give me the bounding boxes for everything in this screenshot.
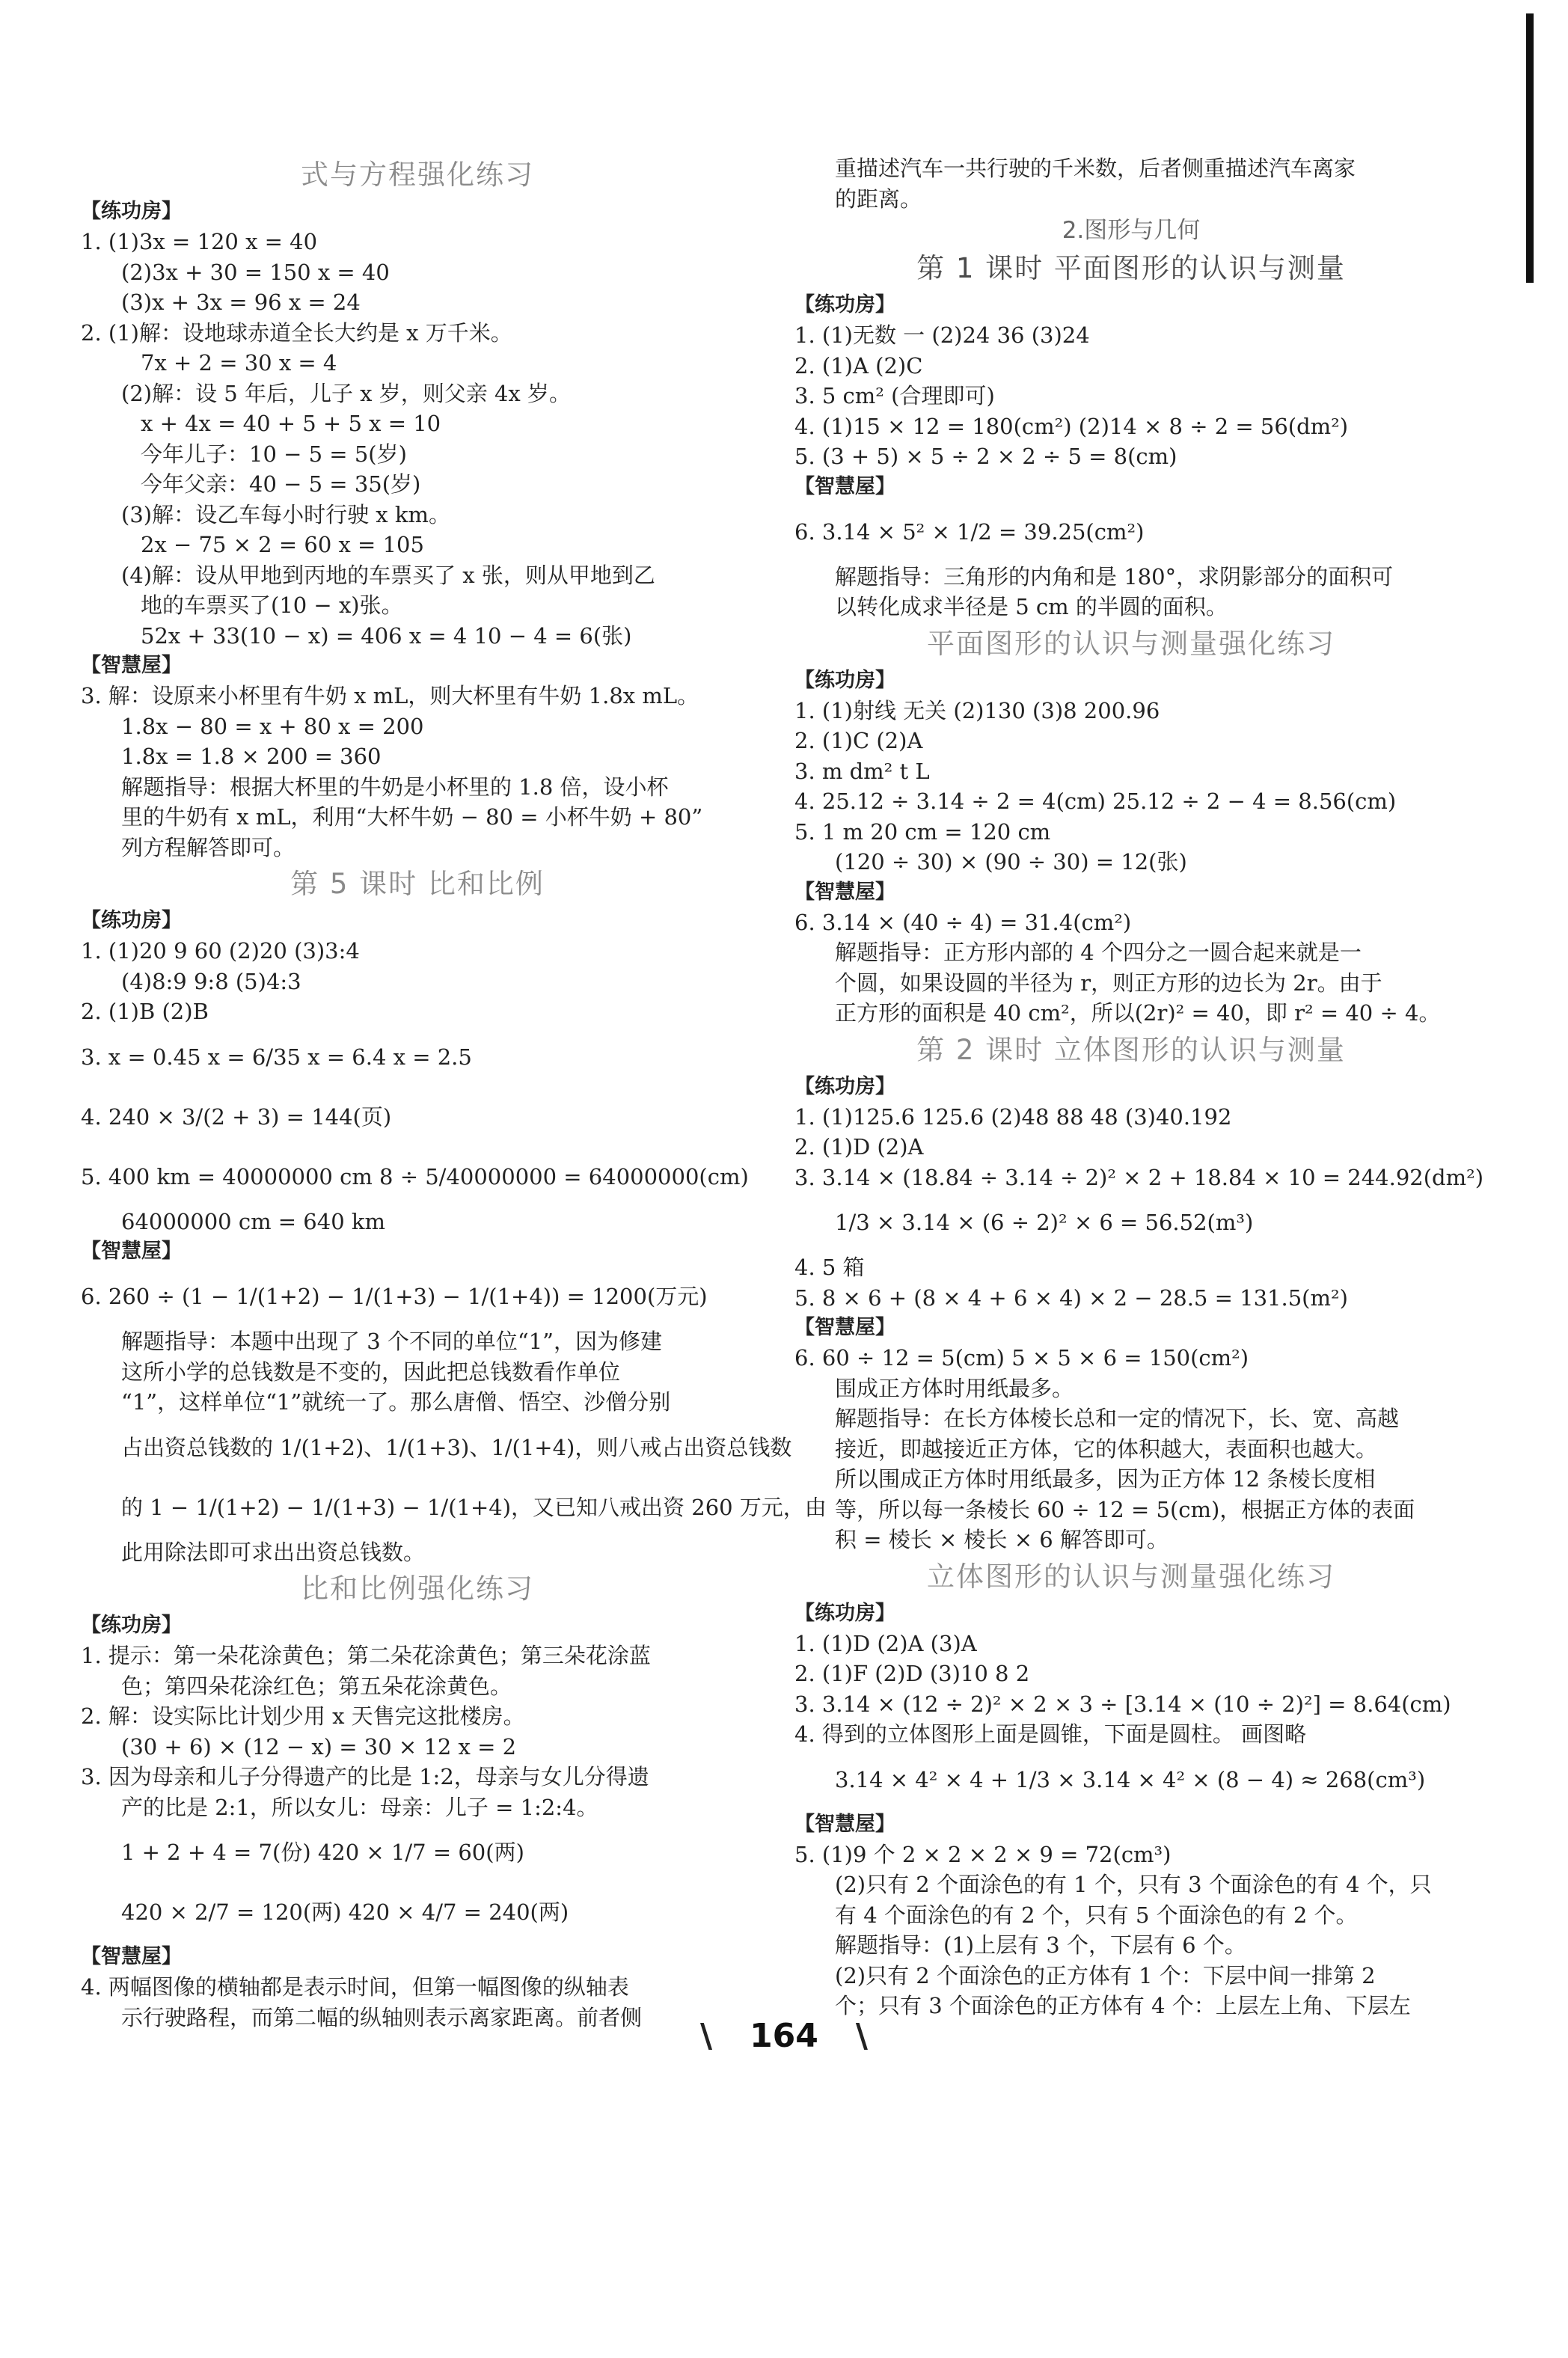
answer-line: x + 4x = 40 + 5 + 5 x = 10 xyxy=(141,411,441,436)
answer-line: 5. (1)9 个 2 × 2 × 2 × 9 = 72(cm³) xyxy=(794,1841,1172,1867)
answer-line: 6. 60 ÷ 12 = 5(cm) 5 × 5 × 6 = 150(cm²) xyxy=(794,1345,1249,1371)
section-label: 【智慧屋】 xyxy=(794,1316,895,1339)
answer-line: 解题指导：在长方体棱长总和一定的情况下，长、宽、高越 xyxy=(835,1406,1400,1431)
answer-line: 3.14 × 4² × 4 + 1/3 × 3.14 × 4² × (8 − 4) ≈ 268(cm³) xyxy=(835,1766,1426,1792)
answer-line: 2. (1)B (2)B xyxy=(81,999,209,1024)
answer-line: 2. 解：设实际比计划少用 x 天售完这批楼房。 xyxy=(81,1703,525,1729)
section-label: 【智慧屋】 xyxy=(81,1240,182,1263)
answer-line: 3. 3.14 × (12 ÷ 2)² × 2 × 3 ÷ [3.14 × (10 ÷ 2)²] = 8.64(cm) xyxy=(794,1691,1451,1717)
answer-line: 1 + 2 + 4 = 7(份) 420 × 1/7 = 60(两) xyxy=(121,1840,524,1865)
right-column xyxy=(794,153,1484,2021)
answer-line: 3. 解：设原来小杯里有牛奶 x mL，则大杯里有牛奶 1.8x mL。 xyxy=(81,683,699,708)
answer-line: 占出资总钱数的 1/(1+2)、1/(1+3)、1/(1+4)，则八戒占出资总钱数 xyxy=(121,1434,792,1460)
answer-line: 4. 得到的立体图形上面是圆锥，下面是圆柱。 画图略 xyxy=(794,1721,1307,1747)
answer-line: 6. 3.14 × 5² × 1/2 = 39.25(cm²) xyxy=(794,518,1145,545)
answer-line: 产的比是 2:1，所以女儿：母亲：儿子 = 1:2:4。 xyxy=(121,1794,598,1820)
section-label: 【练功房】 xyxy=(81,1614,182,1637)
page-number-footer xyxy=(0,2017,1568,2055)
section-label: 【练功房】 xyxy=(794,293,895,316)
lesson-title: 第 1 课时 平面图形的认识与测量 xyxy=(916,252,1346,284)
answer-line: 这所小学的总钱数是不变的，因此把总钱数看作单位 xyxy=(121,1359,621,1385)
answer-line: 1. (1)无数 一 (2)24 36 (3)24 xyxy=(794,322,1090,348)
answer-line: 等，所以每一条棱长 60 ÷ 12 = 5(cm)，根据正方体的表面 xyxy=(835,1496,1415,1522)
answer-line: 2. (1)C (2)A xyxy=(794,728,923,753)
section-title: 第 2 课时 立体图形的认识与测量 xyxy=(916,1033,1346,1066)
answer-line: 4. (1)15 × 12 = 180(cm²) (2)14 × 8 ÷ 2 = 56(dm²) xyxy=(794,413,1349,439)
answer-line: 3. 5 cm² (合理即可) xyxy=(794,383,995,408)
answer-line: 2. (1)D (2)A xyxy=(794,1134,924,1160)
answer-line: 64000000 cm = 640 km xyxy=(121,1208,385,1234)
answer-line: 列方程解答即可。 xyxy=(121,834,295,860)
answer-line: 重描述汽车一共行驶的千米数，后者侧重描述汽车离家 xyxy=(835,156,1356,181)
answer-line: 4. 25.12 ÷ 3.14 ÷ 2 = 4(cm) 25.12 ÷ 2 − 4 = 8.56(cm) xyxy=(794,788,1397,814)
answer-line: (3)解：设乙车每小时行驶 x km。 xyxy=(121,501,450,527)
answer-line: 3. 3.14 × (18.84 ÷ 3.14 ÷ 2)² × 2 + 18.84 × 10 = 244.92(dm²) xyxy=(794,1164,1484,1190)
answer-line: 52x + 33(10 − x) = 406 x = 4 10 − 4 = 6(张) xyxy=(141,622,632,649)
answer-line: 420 × 2/7 = 120(两) 420 × 4/7 = 240(两) xyxy=(121,1899,569,1925)
section-label: 【练功房】 xyxy=(794,668,895,692)
answer-line: 2. (1)解：设地球赤道全长大约是 x 万千米。 xyxy=(81,319,512,346)
answer-line: “1”，这样单位“1”就统一了。那么唐僧、悟空、沙僧分别 xyxy=(121,1389,671,1415)
answer-line: 积 = 棱长 × 棱长 × 6 解答即可。 xyxy=(835,1527,1169,1552)
section-title: 立体图形的认识与测量强化练习 xyxy=(927,1560,1335,1593)
answer-line: 3. x = 0.45 x = 6/35 x = 6.4 x = 2.5 xyxy=(81,1044,472,1070)
answer-line: 1. 提示：第一朵花涂黄色；第二朵花涂黄色；第三朵花涂蓝 xyxy=(81,1643,651,1668)
page-number-left-mark: \ xyxy=(699,2017,713,2055)
answer-line: 今年父亲：40 − 5 = 35(岁) xyxy=(141,471,421,497)
answer-line: 2. (1)F (2)D (3)10 8 2 xyxy=(794,1661,1030,1686)
section-title: 第 5 课时 比和比例 xyxy=(290,868,545,900)
section-label: 【智慧屋】 xyxy=(794,880,895,904)
answer-line: 正方形的面积是 40 cm²，所以(2r)² = 40，即 r² = 40 ÷ 4。 xyxy=(835,1000,1441,1026)
answer-line: (4)8:9 9:8 (5)4:3 xyxy=(121,968,301,994)
answer-line: (3)x + 3x = 96 x = 24 xyxy=(121,290,361,315)
answer-line: 5. 8 × 6 + (8 × 4 + 6 × 4) × 2 − 28.5 = 131.5(m²) xyxy=(794,1284,1348,1311)
section-label: 【智慧屋】 xyxy=(81,1945,182,1968)
answer-line: 4. 两幅图像的横轴都是表示时间，但第一幅图像的纵轴表 xyxy=(81,1974,629,2000)
chapter-subtitle: 2.图形与几何 xyxy=(1062,217,1201,244)
answer-line: 个圆，如果设圆的半径为 r，则正方形的边长为 2r。由于 xyxy=(835,970,1382,996)
answer-line: 解题指导：根据大杯里的牛奶是小杯里的 1.8 倍，设小杯 xyxy=(121,774,669,800)
answer-line: 6. 260 ÷ (1 − 1/(1+2) − 1/(1+3) − 1/(1+4)) = 1200(万元) xyxy=(81,1284,708,1309)
answer-line: 解题指导：正方形内部的 4 个四分之一圆合起来就是一 xyxy=(835,940,1362,965)
section-label: 【练功房】 xyxy=(794,1074,895,1098)
answer-line: (2)只有 2 个面涂色的有 1 个，只有 3 个面涂色的有 4 个，只 xyxy=(835,1872,1432,1897)
answer-line: (2)解：设 5 年后，儿子 x 岁，则父亲 4x 岁。 xyxy=(121,380,572,406)
answer-line: 今年儿子：10 − 5 = 5(岁) xyxy=(141,441,407,467)
answer-line: 1. (1)3x = 120 x = 40 xyxy=(81,229,318,254)
answer-line: 2. (1)A (2)C xyxy=(794,352,923,379)
section-label: 【智慧屋】 xyxy=(794,474,895,498)
section-title: 式与方程强化练习 xyxy=(301,159,534,191)
answer-line: 接近，即越接近正方体，它的体积越大，表面积也越大。 xyxy=(835,1436,1378,1462)
section-label: 【练功房】 xyxy=(81,200,182,223)
answer-line: 6. 3.14 × (40 ÷ 4) = 31.4(cm²) xyxy=(794,909,1132,935)
section-title: 平面图形的认识与测量强化练习 xyxy=(927,627,1335,660)
answer-line: 5. (3 + 5) × 5 ÷ 2 × 2 ÷ 5 = 8(cm) xyxy=(794,444,1177,469)
page-number-right-mark: \ xyxy=(855,2017,868,2055)
answer-line: 1. (1)射线 无关 (2)130 (3)8 200.96 xyxy=(794,697,1160,723)
answer-line: (2)只有 2 个面涂色的正方体有 1 个：下层中间一排第 2 xyxy=(835,1962,1376,1988)
answer-line: (4)解：设从甲地到丙地的车票买了 x 张，则从甲地到乙 xyxy=(121,562,655,588)
answer-line: 2x − 75 × 2 = 60 x = 105 xyxy=(141,532,424,557)
answer-line: 1. (1)D (2)A (3)A xyxy=(794,1630,977,1656)
answer-line: 1.8x = 1.8 × 200 = 360 xyxy=(121,744,382,769)
answer-line: 4. 240 × 3/(2 + 3) = 144(页) xyxy=(81,1103,392,1130)
answer-line: 1. (1)20 9 60 (2)20 (3)3:4 xyxy=(81,938,360,964)
section-label: 【练功房】 xyxy=(81,909,182,932)
answer-line: 色；第四朵花涂红色；第五朵花涂黄色。 xyxy=(121,1673,512,1699)
answer-line: 个；只有 3 个面涂色的正方体有 4 个：上层左上角、下层左 xyxy=(835,1993,1411,2018)
answer-line: (30 + 6) × (12 − x) = 30 × 12 x = 2 xyxy=(121,1733,517,1760)
left-column xyxy=(81,153,827,2033)
answer-line: 1/3 × 3.14 × (6 ÷ 2)² × 6 = 56.52(m³) xyxy=(835,1210,1254,1235)
answer-line: 里的牛奶有 x mL，利用“大杯牛奶 − 80 = 小杯牛奶 + 80” xyxy=(121,804,703,830)
section-title: 比和比例强化练习 xyxy=(301,1572,534,1605)
page-edge-bar xyxy=(1526,13,1534,283)
answer-line: 示行驶路程，而第二幅的纵轴则表示离家距离。前者侧 xyxy=(121,2004,643,2030)
answer-line: 的 1 − 1/(1+2) − 1/(1+3) − 1/(1+4)，又已知八戒出资 260 万元，由 xyxy=(121,1494,827,1520)
answer-line: 3. 因为母亲和儿子分得遗产的比是 1:2，母亲与女儿分得遗 xyxy=(81,1764,649,1789)
answer-line: 解题指导：(1)上层有 3 个，下层有 6 个。 xyxy=(835,1932,1246,1958)
answer-line: 有 4 个面涂色的有 2 个，只有 5 个面涂色的有 2 个。 xyxy=(835,1902,1358,1928)
answer-line: 5. 400 km = 40000000 cm 8 ÷ 5/40000000 = 64000000(cm) xyxy=(81,1163,749,1189)
answer-line: 的距离。 xyxy=(835,186,922,212)
answer-line: 地的车票买了(10 − x)张。 xyxy=(141,592,403,618)
answer-line: 以转化成求半径是 5 cm 的半圆的面积。 xyxy=(835,594,1228,619)
answer-line: 4. 5 箱 xyxy=(794,1255,865,1280)
answer-line: 1.8x − 80 = x + 80 x = 200 xyxy=(121,713,424,739)
section-label: 【练功房】 xyxy=(794,1601,895,1625)
answer-line: 7x + 2 = 30 x = 4 xyxy=(141,350,337,376)
answer-line: 1. (1)125.6 125.6 (2)48 88 48 (3)40.192 xyxy=(794,1103,1232,1130)
answer-line: 围成正方体时用纸最多。 xyxy=(835,1375,1074,1401)
section-label: 【智慧屋】 xyxy=(81,654,182,677)
answer-line: (120 ÷ 30) × (90 ÷ 30) = 12(张) xyxy=(835,849,1187,875)
answer-line: (2)3x + 30 = 150 x = 40 xyxy=(121,259,390,285)
answer-line: 5. 1 m 20 cm = 120 cm xyxy=(794,818,1051,845)
answer-line: 所以围成正方体时用纸最多，因为正方体 12 条棱长度相 xyxy=(835,1466,1376,1492)
answer-line: 3. m dm² t L xyxy=(794,758,930,784)
answer-line: 解题指导：本题中出现了 3 个不同的单位“1”，因为修建 xyxy=(121,1329,662,1354)
page-number: 164 xyxy=(750,2017,818,2055)
answer-line: 解题指导：三角形的内角和是 180°，求阴影部分的面积可 xyxy=(835,563,1394,590)
section-label: 【智慧屋】 xyxy=(794,1812,895,1836)
answer-line: 此用除法即可求出出资总钱数。 xyxy=(121,1539,426,1565)
